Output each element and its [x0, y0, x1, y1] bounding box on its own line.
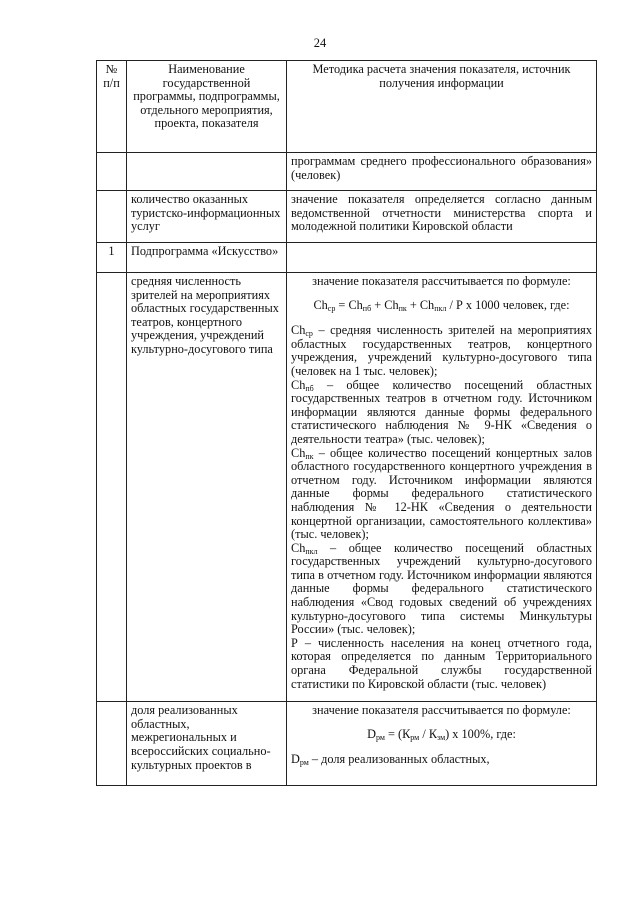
cell-number	[97, 702, 127, 786]
definition-ch-pb: $Ch_{пб}$ – общее количество посещений областных государственных театров в отчетном году. Источником информации являются данные формы федерального статистического наблюдения № 9-НК «Сведения о деятельности театра» (тыс. человек);	[291, 377, 592, 446]
cell-name: количество оказанных туристско-информационных услуг	[127, 191, 287, 243]
table-header-row	[97, 61, 597, 153]
cell-method: программам среднего профессионального образования» (человек)	[287, 153, 597, 191]
formula-intro: значение показателя рассчитывается по формуле:	[312, 703, 571, 718]
cell-name	[127, 153, 287, 191]
cell-name: средняя численность зрителей на мероприятиях областных государственных театров, концертного учреждения, учреждений культурно-досугового типа	[127, 273, 287, 702]
cell-name: Подпрограмма «Искусство»	[127, 243, 287, 273]
formula-projects: $D_{рм} = (К_{рм} / К_{зм})$ х 100%, где:	[367, 726, 516, 742]
cell-number	[97, 191, 127, 243]
table-row	[97, 273, 597, 702]
formula-intro: значение показателя рассчитывается по формуле:	[312, 274, 571, 288]
cell-method: значение показателя определяется согласно данным ведомственной отчетности министерства спорта и молодежной политики Кировской области	[287, 191, 597, 243]
cell-number	[97, 273, 127, 702]
definition-p: Р – численность населения на конец отчетного года, которая определяется по данным Территориального органа Федеральной службы государственной статистики по Кировской области (тыс. человек)	[291, 635, 592, 691]
header-name: Наименование государственной программы, подпрограммы, отдельного мероприятия, проекта, показателя	[127, 61, 287, 153]
cell-method	[287, 702, 597, 786]
cell-method	[287, 273, 597, 702]
cell-method	[287, 243, 597, 273]
definition-d-rm: $D_{рм}$ – доля реализованных областных,	[291, 752, 490, 768]
table-row	[97, 243, 597, 273]
cell-number: 1	[97, 243, 127, 273]
cell-number	[97, 153, 127, 191]
table-row	[97, 191, 597, 243]
page-number: 24	[313, 36, 327, 50]
table-row	[97, 702, 597, 786]
table-row	[97, 153, 597, 191]
indicator-table	[96, 60, 597, 786]
cell-name: доля реализованных областных, межрегиональных и всероссийских социально-культурных проектов в	[127, 702, 287, 786]
definition-ch-pkl: $Ch_{пкл}$ – общее количество посещений областных государственных учреждений культурно-досугового типа в отчетном году. Источником информации являются данные формы федерального статистического наблюдения «Свод годовых сведений об учреждениях культурно-досугового типа системы Минкультуры России» (тыс. человек);	[291, 540, 592, 637]
definition-ch-pk: $Ch_{пк}$ – общее количество посещений концертных залов областного государственного концертного учреждения в отчетном году. Источником информации являются данные формы федерального статистического наблюдения № 12-НК «Сведения о деятельности концертной организации, самостоятельного коллектива» (тыс. человек);	[291, 445, 592, 542]
header-number: № п/п	[97, 61, 127, 153]
definition-ch-sr: $Ch_{ср}$ – средняя численность зрителей на мероприятиях областных государственных театров, концертного учреждения, учреждений культурно-досугового типа (человек на 1 тыс. человек);	[291, 323, 592, 378]
formula-viewers: $Ch_{ср} = Ch_{пб} + Ch_{пк} + Ch_{пкл} / Р$ х 1000 человек, где:	[313, 297, 570, 313]
header-method: Методика расчета значения показателя, источник получения информации	[287, 61, 597, 153]
